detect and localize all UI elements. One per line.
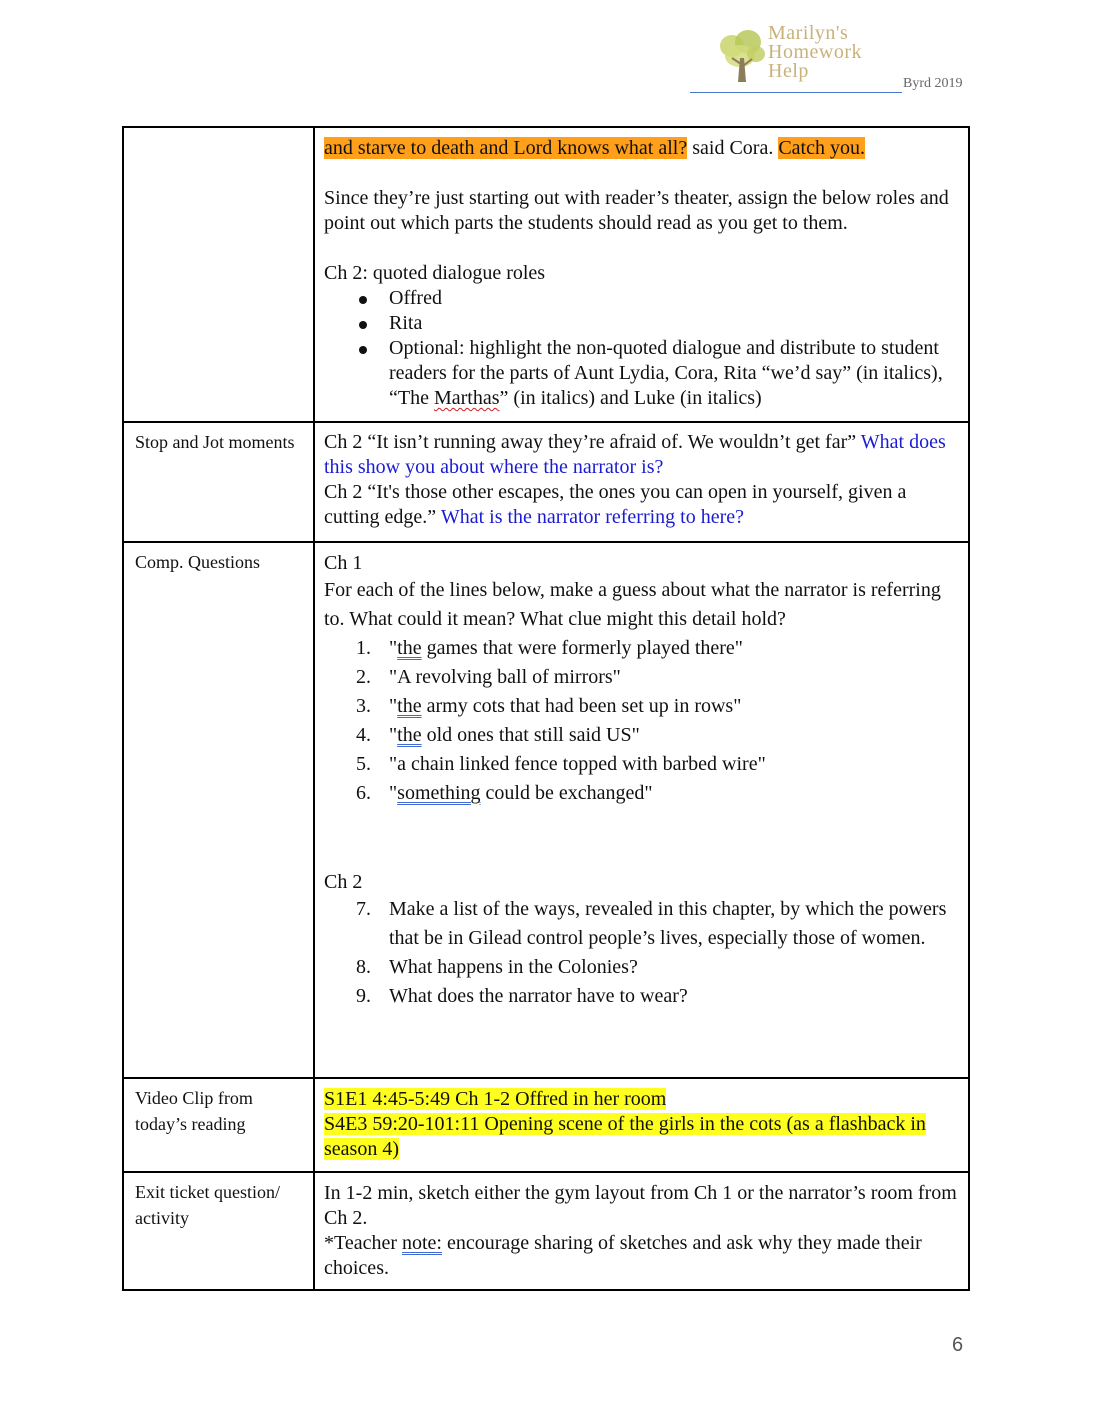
stop-jot-1 xyxy=(324,430,959,480)
quote-attribution: said Cora. xyxy=(687,137,779,159)
roles-list xyxy=(324,286,959,411)
highlighted-quote-2: Catch you. xyxy=(778,137,865,159)
page-header xyxy=(690,22,980,97)
row-label-exit: Exit ticket question/ activity xyxy=(123,1172,314,1290)
highlighted-quote: and starve to death and Lord knows what all? xyxy=(324,137,688,159)
grammar-flag: something xyxy=(397,782,481,804)
list-item: 6. "something could be exchanged" xyxy=(356,782,653,804)
teacher-note: *Teacher note: encourage sharing of sketches and ask why they made their choices. xyxy=(324,1232,922,1279)
table-row-exit xyxy=(123,1172,969,1290)
intro-content xyxy=(314,127,969,422)
table-row-comp xyxy=(123,542,969,1078)
list-item: 9. What does the narrator have to wear? xyxy=(356,985,688,1007)
ch2-heading: Ch 2 xyxy=(324,871,363,893)
author-byline: Byrd 2019 xyxy=(903,76,963,91)
header-rule xyxy=(690,92,902,93)
logo-wordmark xyxy=(768,24,862,81)
list-item: 4. "the old ones that still said US" xyxy=(356,724,640,746)
table-row-stop-jot xyxy=(123,422,969,542)
lesson-plan-table xyxy=(122,126,970,1291)
list-item: Offred xyxy=(356,286,959,311)
row-label-video: Video Clip from today’s reading xyxy=(123,1078,314,1172)
logo-line-2: Homework xyxy=(768,41,862,63)
logo-line-1: Marilyn's xyxy=(768,22,849,44)
grammar-flag: the xyxy=(397,637,422,659)
row-label-empty xyxy=(123,127,314,422)
stop-jot-quote-1: Ch 2 “It isn’t running away they’re afraid of. We wouldn’t get far” xyxy=(324,431,857,453)
ch2-question-list xyxy=(324,895,959,1011)
list-item-optional: Optional: highlight the non-quoted dialogue and distribute to student readers for the parts of Aunt Lydia, Cora, Rita “we’d say” (in italics), “The Marthas” (in italics) and Luke (in italics) xyxy=(356,336,959,411)
page-number: 6 xyxy=(952,1334,964,1356)
exit-activity: In 1-2 min, sketch either the gym layout from Ch 1 or the narrator’s room from Ch 2. xyxy=(324,1182,957,1229)
grammar-flag: the xyxy=(397,724,422,746)
row-label-comp: Comp. Questions xyxy=(123,542,314,1078)
list-item: 3. "the army cots that had been set up in rows" xyxy=(356,695,742,717)
roles-heading: Ch 2: quoted dialogue roles xyxy=(324,262,546,284)
list-item: 7. Make a list of the ways, revealed in this chapter, by which the powers that be in Gilead control people’s lives, especially those of women. xyxy=(356,898,947,949)
exit-content xyxy=(314,1172,969,1290)
readers-theater-instructions: Since they’re just starting out with reader’s theater, assign the below roles and point out which parts the students should read as you get to them. xyxy=(324,187,949,234)
stop-jot-2 xyxy=(324,480,959,530)
stop-jot-prompt-1: What does this show you about where the narrator is? xyxy=(324,431,946,478)
list-item: 1. "the games that were formerly played there" xyxy=(356,637,743,659)
stop-jot-content xyxy=(314,422,969,542)
stop-jot-prompt-2: What is the narrator referring to here? xyxy=(440,506,745,528)
row-label-stop-jot: Stop and Jot moments xyxy=(123,422,314,542)
ch1-question-list xyxy=(324,634,959,808)
grammar-flag: note: xyxy=(402,1232,442,1254)
quote-line xyxy=(324,136,959,161)
video-clip-1: S1E1 4:45-5:49 Ch 1-2 Offred in her room xyxy=(324,1088,667,1110)
video-clip-2: S4E3 59:20-101:11 Opening scene of the girls in the cots (as a flashback in season 4) xyxy=(324,1113,926,1160)
table-row-intro xyxy=(123,127,969,422)
ch1-intro: For each of the lines below, make a guess about what the narrator is referring to. What could it mean? What clue might this detail hold? xyxy=(324,579,941,630)
list-item: 2. "A revolving ball of mirrors" xyxy=(356,666,621,688)
video-content xyxy=(314,1078,969,1172)
logo-line-3: Help xyxy=(768,60,809,82)
stop-jot-quote-2: Ch 2 “It's those other escapes, the ones you can open in yourself, given a cutting edge.” xyxy=(324,481,907,528)
comp-content xyxy=(314,542,969,1078)
grammar-flag: the xyxy=(397,695,422,717)
tree-logo-icon xyxy=(716,28,768,84)
list-item: Rita xyxy=(356,311,959,336)
ch1-heading: Ch 1 xyxy=(324,552,363,574)
spellcheck-flag: Marthas xyxy=(433,387,500,409)
list-item: 5. "a chain linked fence topped with barbed wire" xyxy=(356,753,766,775)
list-item: 8. What happens in the Colonies? xyxy=(356,956,638,978)
table-row-video xyxy=(123,1078,969,1172)
